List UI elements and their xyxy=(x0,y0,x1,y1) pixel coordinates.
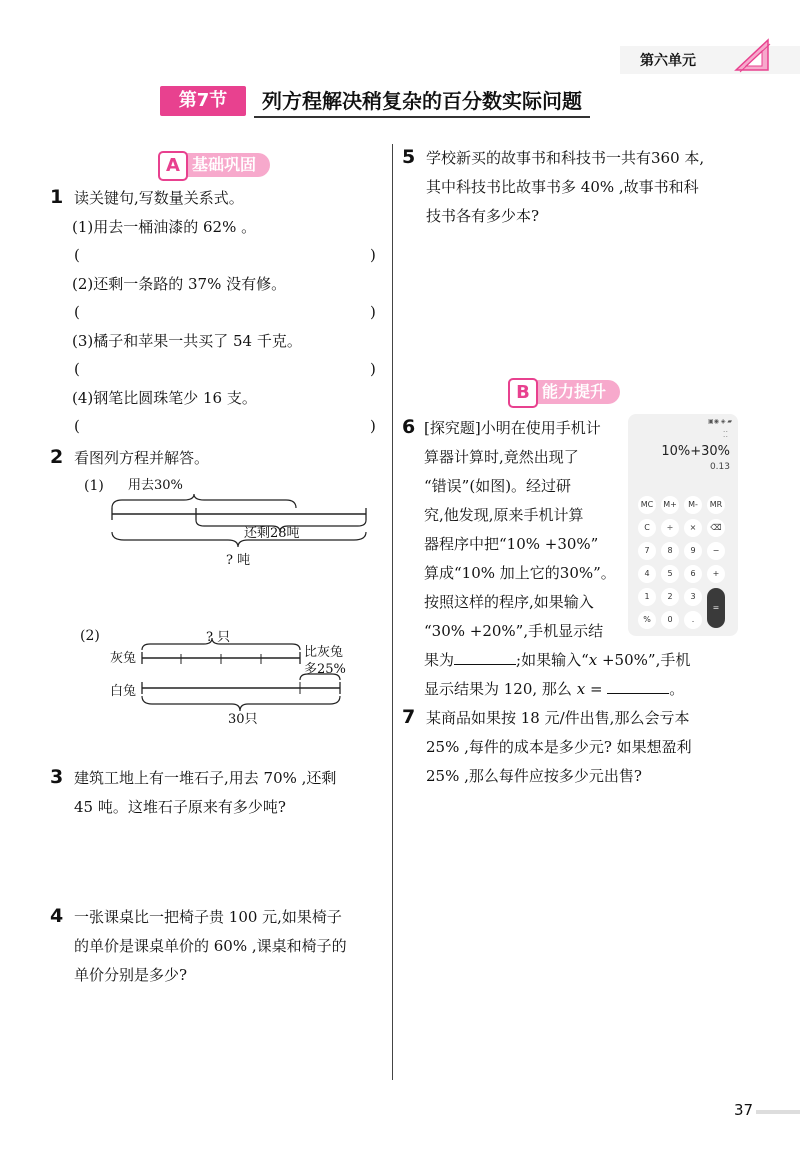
calculator-screenshot xyxy=(628,414,738,636)
q1-answer-3-close: ) xyxy=(370,360,376,378)
fig2-total-brace xyxy=(142,696,340,711)
q6-line-10-c: 。 xyxy=(669,680,685,698)
calc-key: 4 xyxy=(638,565,656,583)
fig1-used-label: 用去30% xyxy=(128,478,183,493)
section-a-header xyxy=(158,151,288,179)
footer-bar xyxy=(756,1110,800,1114)
q4-line-3: 单价分别是多少? xyxy=(74,966,188,984)
q6-line-5: 器程序中把“10% +30%” xyxy=(424,535,599,553)
calc-key: ÷ xyxy=(661,519,679,537)
q7-line-1: 某商品如果按 18 元/件出售,那么会亏本 xyxy=(426,709,690,727)
fig2-white-label: 白兔 xyxy=(110,684,137,699)
calc-key: M- xyxy=(684,496,702,514)
calc-key: 5 xyxy=(661,565,679,583)
fig2-more-label-1: 比灰兔 xyxy=(304,645,344,660)
q4-line-1: 一张课桌比一把椅子贵 100 元,如果椅子 xyxy=(74,908,342,926)
calc-result: 0.13 xyxy=(709,462,730,472)
calc-key: = xyxy=(707,588,725,628)
q6-line-2: 算器计算时,竟然出现了 xyxy=(424,448,579,466)
calc-key: − xyxy=(707,542,725,560)
q1-answer-1-close: ) xyxy=(370,246,376,264)
q6-line-9-b: ;如果输入“ xyxy=(516,651,589,669)
section-badge: 第7节 xyxy=(160,86,246,116)
calc-key: . xyxy=(684,611,702,629)
q1-answer-2-close: ) xyxy=(370,303,376,321)
calc-key: C xyxy=(638,519,656,537)
q5-line-3: 技书各有多少本? xyxy=(426,207,540,225)
triangle-ruler-icon xyxy=(732,38,772,74)
section-b-label: 能力提升 xyxy=(532,380,620,404)
q5-line-1: 学校新买的故事书和科技书一共有360 本, xyxy=(426,149,705,167)
calc-key: MR xyxy=(707,496,725,514)
fig1-used-brace xyxy=(112,494,296,508)
section-b-header xyxy=(508,378,638,406)
q3-line-1: 建筑工地上有一堆石子,用去 70% ,还剩 xyxy=(74,769,337,787)
calc-key: MC xyxy=(638,496,656,514)
q6-line-9-c: +50%”,手机 xyxy=(597,651,691,669)
section-a-letter: A xyxy=(158,151,188,181)
calc-key: 0 xyxy=(661,611,679,629)
calc-key: + xyxy=(707,565,725,583)
q3-line-2: 45 吨。这堆石子原来有多少吨? xyxy=(74,798,286,816)
fig2-question-label: ? 只 xyxy=(206,630,231,645)
calc-key: % xyxy=(638,611,656,629)
calc-key: 2 xyxy=(661,588,679,606)
q6-line-10 xyxy=(424,675,684,704)
fig1-total-label: ? 吨 xyxy=(226,553,251,568)
q6-line-4: 究,他发现,原来手机计算 xyxy=(424,506,584,524)
fig2-line-diagram xyxy=(136,636,348,716)
fig2-label: (2) xyxy=(80,628,100,644)
variable-x: x xyxy=(576,680,586,698)
q7-line-3: 25% ,那么每件应按多少元出售? xyxy=(426,767,642,785)
calc-key: ⌫ xyxy=(707,519,725,537)
q6-line-7: 按照这样的程序,如果输入 xyxy=(424,593,594,611)
q1-item-3: (3)橘子和苹果一共买了 54 千克。 xyxy=(72,332,302,350)
fig1-line-diagram xyxy=(104,490,374,550)
section-a-label: 基础巩固 xyxy=(182,153,270,177)
q6-number: 6 xyxy=(402,416,416,438)
q1-answer-4-open: ( xyxy=(74,417,80,435)
calc-key: 1 xyxy=(638,588,656,606)
q7-number: 7 xyxy=(402,706,416,728)
page-title: 列方程解决稍复杂的百分数实际问题 xyxy=(254,86,590,118)
q1-answer-1-open: ( xyxy=(74,246,80,264)
column-divider xyxy=(392,144,393,1080)
q1-item-4: (4)钢笔比圆珠笔少 16 支。 xyxy=(72,389,257,407)
q5-number: 5 xyxy=(402,146,416,168)
q2-number: 2 xyxy=(50,446,64,468)
q6-line-10-a: 显示结果为 120, 那么 xyxy=(424,680,577,698)
answer-blank-2[interactable] xyxy=(607,677,669,694)
fig1-total-brace xyxy=(112,532,366,547)
q6-line-10-b: = xyxy=(585,680,608,698)
fig1-remain-brace xyxy=(196,520,366,532)
q1-item-2: (2)还剩一条路的 37% 没有修。 xyxy=(72,275,287,293)
page-number: 37 xyxy=(734,1101,754,1119)
q3-number: 3 xyxy=(50,766,64,788)
variable-x: x xyxy=(588,651,598,669)
q4-line-2: 的单价是课桌单价的 60% ,课桌和椅子的 xyxy=(74,937,347,955)
q1-item-1: (1)用去一桶油漆的 62% 。 xyxy=(72,218,257,236)
q7-line-2: 25% ,每件的成本是多少元? 如果想盈利 xyxy=(426,738,692,756)
fig2-more-brace xyxy=(300,674,340,680)
fig2-grey-label: 灰兔 xyxy=(110,651,137,666)
answer-blank-1[interactable] xyxy=(454,648,516,665)
q1-prompt: 读关键句,写数量关系式。 xyxy=(74,189,244,207)
calc-key: × xyxy=(684,519,702,537)
calc-key: 9 xyxy=(684,542,702,560)
q1-answer-4-close: ) xyxy=(370,417,376,435)
calc-key: M+ xyxy=(661,496,679,514)
q1-answer-3-open: ( xyxy=(74,360,80,378)
calc-key: 7 xyxy=(638,542,656,560)
calc-menu-icon: ⁚⁚ xyxy=(722,430,728,439)
q6-line-8: “30% +20%”,手机显示结 xyxy=(424,622,604,640)
fig2-total-label: 30只 xyxy=(228,712,258,727)
unit-label: 第六单元 xyxy=(640,53,696,69)
unit-tag xyxy=(620,46,800,74)
fig1-label: (1) xyxy=(84,478,104,494)
fig2-more-label-2: 多25% xyxy=(304,662,346,677)
section-b-letter: B xyxy=(508,378,538,408)
q4-number: 4 xyxy=(50,905,64,927)
q6-line-6: 算成“10% 加上它的30%”。 xyxy=(424,564,616,582)
calc-status-bar: ▣◉ ◈ ▰ xyxy=(708,418,732,425)
calc-key: 6 xyxy=(684,565,702,583)
q6-line-9-a: 果为 xyxy=(424,651,455,669)
q1-answer-2-open: ( xyxy=(74,303,80,321)
fig1-remain-label: 还剩28吨 xyxy=(244,526,300,541)
q6-line-3: “错误”(如图)。经过研 xyxy=(424,477,572,495)
q2-prompt: 看图列方程并解答。 xyxy=(74,449,210,467)
calc-key: 3 xyxy=(684,588,702,606)
calc-key: 8 xyxy=(661,542,679,560)
q6-line-1: [探究题]小明在使用手机计 xyxy=(424,419,601,437)
q6-line-9 xyxy=(424,646,690,675)
q1-number: 1 xyxy=(50,186,64,208)
calc-expression: 10%+30% xyxy=(661,444,730,459)
q5-line-2: 其中科技书比故事书多 40% ,故事书和科 xyxy=(426,178,699,196)
fig2-grey-brace xyxy=(142,638,300,650)
